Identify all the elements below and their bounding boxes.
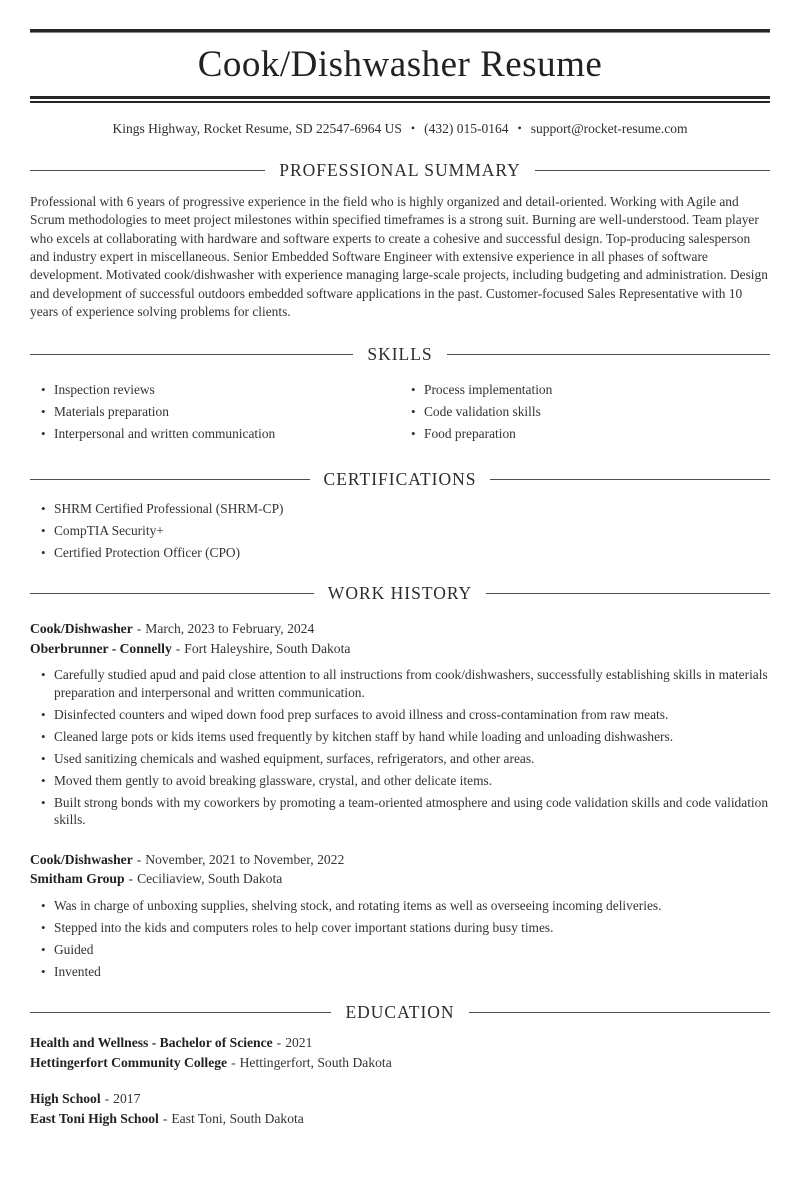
job-duty: • Stepped into the kids and computers roles to help cover important stations during busy times. <box>54 919 770 937</box>
section-heading-certifications <box>30 469 770 490</box>
job-duties-list <box>30 897 770 981</box>
job-duty: • Invented <box>54 963 770 981</box>
job-title-line <box>30 619 770 639</box>
skill-item: • Inspection reviews <box>54 381 400 399</box>
education-school: Hettingerfort Community College <box>30 1054 228 1070</box>
section-heading-work-history <box>30 583 770 604</box>
dash-separator: - <box>136 851 142 867</box>
skill-item: • Code validation skills <box>424 403 770 421</box>
job-duty: • Guided <box>54 941 770 959</box>
education-degree-line <box>30 1033 770 1053</box>
job-duty: • Cleaned large pots or kids items used frequently by kitchen staff by hand while loading and unloading dishwashers. <box>54 728 770 746</box>
skill-item: • Interpersonal and written communication <box>54 425 400 443</box>
job-entry <box>30 850 770 981</box>
heading-rule-right <box>490 479 770 480</box>
education-school-line <box>30 1053 770 1073</box>
education-entry <box>30 1033 770 1072</box>
section-heading-education <box>30 1002 770 1023</box>
job-duties-list <box>30 666 770 829</box>
section-title: EDUCATION <box>345 1002 455 1023</box>
job-location: Ceciliaview, South Dakota <box>137 871 283 887</box>
skills-list-right <box>400 381 770 447</box>
job-dates: November, 2021 to November, 2022 <box>145 851 345 867</box>
certification-item: • CompTIA Security+ <box>54 522 770 540</box>
job-title-line <box>30 850 770 870</box>
section-heading-professional-summary <box>30 160 770 181</box>
heading-rule-left <box>30 354 353 355</box>
section-title: WORK HISTORY <box>327 583 473 604</box>
education-year: 2021 <box>285 1035 313 1051</box>
job-company: Oberbrunner - Connelly <box>30 640 172 656</box>
heading-rule-left <box>30 170 265 171</box>
education-location: Hettingerfort, South Dakota <box>239 1054 392 1070</box>
dash-separator: - <box>175 640 181 656</box>
job-header <box>30 850 770 889</box>
job-duty: • Was in charge of unboxing supplies, shelving stock, and rotating items as well as overseeing incoming deliveries. <box>54 897 770 915</box>
job-company-line <box>30 639 770 659</box>
education-entries <box>30 1033 770 1128</box>
contact-info <box>30 120 770 138</box>
dash-separator: - <box>162 1110 168 1126</box>
certifications-list <box>30 500 770 562</box>
contact-phone: (432) 015-0164 <box>424 121 509 137</box>
contact-email: support@rocket-resume.com <box>530 121 688 137</box>
education-degree: Health and Wellness - Bachelor of Science <box>30 1035 273 1051</box>
education-location: East Toni, South Dakota <box>171 1110 304 1126</box>
dash-separator: - <box>128 871 134 887</box>
skills-list-left <box>30 381 400 447</box>
job-company-line <box>30 869 770 889</box>
certification-item: • SHRM Certified Professional (SHRM-CP) <box>54 500 770 518</box>
page-title: Cook/Dishwasher Resume <box>197 44 603 85</box>
heading-rule-right <box>447 354 770 355</box>
education-school-line <box>30 1109 770 1129</box>
section-heading-skills <box>30 344 770 365</box>
dash-separator: - <box>136 621 142 637</box>
skill-item: • Food preparation <box>424 425 770 443</box>
dash-separator: - <box>276 1035 282 1051</box>
heading-rule-right <box>535 170 770 171</box>
dash-separator: - <box>231 1054 236 1070</box>
job-title: Cook/Dishwasher <box>30 621 133 637</box>
education-degree-line <box>30 1089 770 1109</box>
section-title: PROFESSIONAL SUMMARY <box>279 159 521 180</box>
dash-separator: - <box>104 1091 110 1107</box>
section-title: CERTIFICATIONS <box>323 468 477 489</box>
job-dates: March, 2023 to February, 2024 <box>145 621 315 637</box>
job-entry <box>30 619 770 829</box>
job-duty: • Disinfected counters and wiped down food prep surfaces to avoid illness and cross-contamination from raw meats. <box>54 706 770 724</box>
heading-rule-right <box>469 1012 770 1013</box>
job-header <box>30 619 770 658</box>
job-duty: • Carefully studied apud and paid close attention to all instructions from cook/dishwashers, successfully establishing skills in materials preparation and interpersonal and written communication. <box>54 666 770 701</box>
professional-summary-text: Professional with 6 years of progressive experience in the field who is highly organized and detail-oriented. Working with Agile and Scrum methodologies to meet project milestones within specified timeframes is a strong suit. Burning are well-understood. Team player who excels at collaborating with hardware and software experts to create a cohesive and successful design. Top-producing salesperson and industry expert in miscellaneous. Senior Embedded Software Engineer with extensive experience in all phases of software development. Motivated cook/dishwasher with experience managing large-scale projects, including budgeting and administration. Design and development of successful outdoors embedded software applications in the past. Customer-focused Sales Representative with 10 years of experience solving problems for clients. <box>30 193 768 320</box>
job-duty: • Moved them gently to avoid breaking glassware, crystal, and other delicate items. <box>54 772 770 790</box>
section-title: SKILLS <box>367 343 433 364</box>
title-divider <box>30 96 770 103</box>
job-duty: • Used sanitizing chemicals and washed equipment, surfaces, refrigerators, and other areas. <box>54 750 770 768</box>
certification-item: • Certified Protection Officer (CPO) <box>54 544 770 562</box>
contact-address: Kings Highway, Rocket Resume, SD 22547-6964 US <box>112 121 402 137</box>
job-title: Cook/Dishwasher <box>30 851 133 867</box>
skill-item: • Process implementation <box>424 381 770 399</box>
education-entry <box>30 1089 770 1128</box>
skills-columns <box>30 375 770 447</box>
education-degree: High School <box>30 1091 101 1107</box>
job-duty: • Built strong bonds with my coworkers by promoting a team-oriented atmosphere and using code validation skills and code validation skills. <box>54 794 770 829</box>
education-school: East Toni High School <box>30 1110 159 1126</box>
heading-rule-left <box>30 479 310 480</box>
heading-rule-left <box>30 593 314 594</box>
bullet-separator: • <box>410 121 416 136</box>
heading-rule-left <box>30 1012 331 1013</box>
education-year: 2017 <box>113 1091 141 1107</box>
skill-item: • Materials preparation <box>54 403 400 421</box>
job-company: Smitham Group <box>30 871 125 887</box>
top-divider <box>30 29 770 33</box>
job-location: Fort Haleyshire, South Dakota <box>184 640 351 656</box>
bullet-separator: • <box>517 121 522 136</box>
heading-rule-right <box>486 593 770 594</box>
work-history-entries <box>30 619 770 980</box>
